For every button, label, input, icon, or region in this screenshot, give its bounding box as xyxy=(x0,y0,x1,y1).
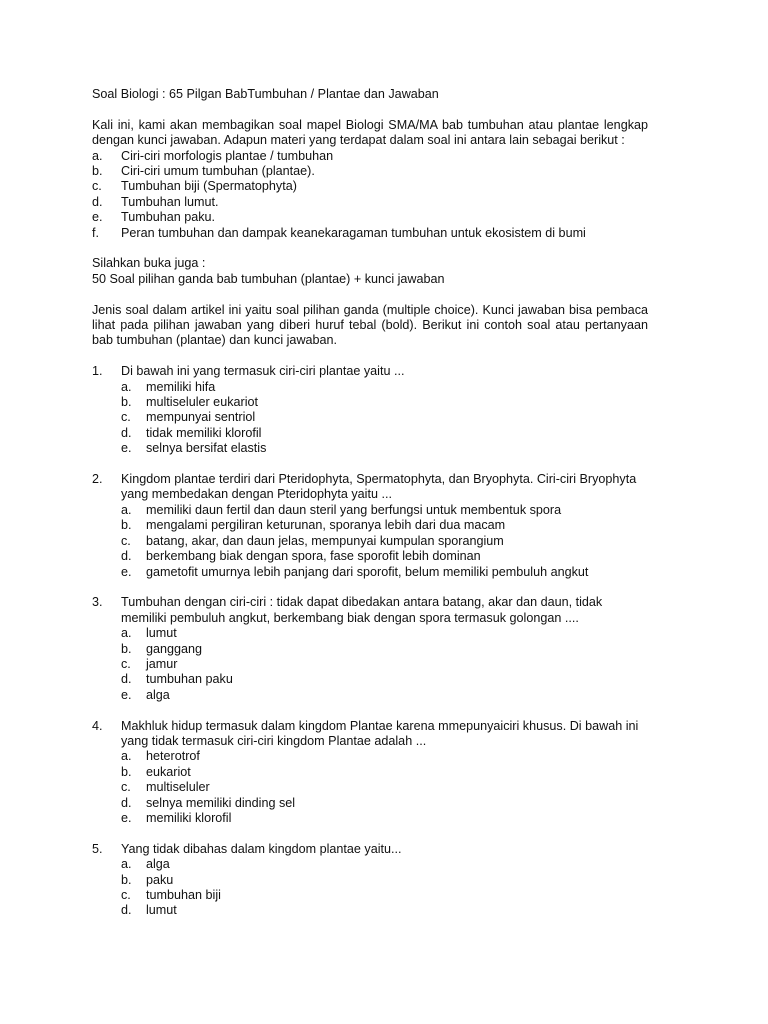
option-letter: e. xyxy=(121,441,132,456)
topic-list xyxy=(92,149,648,241)
list-item xyxy=(92,195,648,210)
option-text: lumut xyxy=(146,626,177,641)
option-letter: b. xyxy=(121,641,132,656)
option-text: multiseluler xyxy=(146,780,210,795)
list-item xyxy=(92,179,648,194)
option-text: mempunyai sentriol xyxy=(146,410,256,425)
option-text: lumut xyxy=(146,903,177,918)
spacer xyxy=(92,102,648,117)
list-item xyxy=(92,164,648,179)
option-letter: d. xyxy=(121,672,132,687)
option-letter: e. xyxy=(121,687,132,702)
answer-option xyxy=(121,395,648,410)
see-also-link[interactable]: 50 Soal pilihan ganda bab tumbuhan (plantae) + kunci jawaban xyxy=(92,271,445,286)
answer-option xyxy=(121,410,648,425)
option-text: multiseluler eukariot xyxy=(146,395,258,410)
option-letter: c. xyxy=(121,656,131,671)
option-letter: d. xyxy=(121,549,132,564)
option-letter: a. xyxy=(121,379,132,394)
answer-option xyxy=(121,888,648,903)
question-text: Kingdom plantae terdiri dari Pteridophyta, Spermatophyta, dan Bryophyta. Ciri-ciri Bryophyta yang membedakan dengan Pteridophyta yaitu ... xyxy=(121,472,637,502)
option-letter: c. xyxy=(121,533,131,548)
option-letter: d. xyxy=(121,425,132,440)
list-item-letter: f. xyxy=(92,225,99,240)
option-letter: c. xyxy=(121,410,131,425)
option-letter: b. xyxy=(121,764,132,779)
option-text: selnya memiliki dinding sel xyxy=(146,795,296,810)
question-1 xyxy=(92,364,648,456)
list-item-text: Peran tumbuhan dan dampak keanekaragaman tumbuhan untuk ekosistem di bumi xyxy=(121,225,586,240)
list-item-text: Ciri-ciri umum tumbuhan (plantae). xyxy=(121,164,315,179)
question-number: 2. xyxy=(92,472,103,487)
option-letter: b. xyxy=(121,518,132,533)
option-text: berkembang biak dengan spora, fase sporofit lebih dominan xyxy=(146,549,481,564)
option-letter: c. xyxy=(121,888,131,902)
answer-option xyxy=(121,626,648,641)
list-item-letter: a. xyxy=(92,148,103,163)
question-2 xyxy=(92,472,648,580)
option-letter: c. xyxy=(121,780,131,795)
answer-option xyxy=(121,549,648,564)
question-number: 4. xyxy=(92,718,103,733)
list-item-letter: b. xyxy=(92,164,103,179)
answer-option xyxy=(121,380,648,395)
option-text: paku xyxy=(146,872,174,887)
question-5 xyxy=(92,842,648,919)
answer-option xyxy=(121,811,648,826)
option-text: batang, akar, dan daun jelas, mempunyai kumpulan sporangium xyxy=(146,533,504,548)
document-title: Soal Biologi : 65 Pilgan BabTumbuhan / Plantae dan Jawaban xyxy=(92,87,439,101)
answer-option xyxy=(121,857,648,872)
answer-option xyxy=(121,565,648,580)
answer-option xyxy=(121,518,648,533)
intro-paragraph: Kali ini, kami akan membagikan soal mapel Biologi SMA/MA bab tumbuhan atau plantae lengkap dengan kunci jawaban. Adapun materi yang terdapat dalam soal ini antara lain sebagai berikut : xyxy=(92,117,648,148)
answer-option xyxy=(121,642,648,657)
spacer xyxy=(92,241,648,256)
answer-option xyxy=(121,903,648,918)
option-text: tumbuhan paku xyxy=(146,672,233,687)
answer-option xyxy=(121,796,648,811)
list-item-letter: e. xyxy=(92,210,103,225)
question-number: 5. xyxy=(92,841,103,856)
answer-option xyxy=(121,749,648,764)
answer-option xyxy=(121,426,648,441)
question-text: Makhluk hidup termasuk dalam kingdom Plantae karena mmepunyaiciri khusus. Di bawah ini yang tidak termasuk ciri-ciri kingdom Plantae adalah ... xyxy=(121,718,639,748)
option-text: selnya bersifat elastis xyxy=(146,441,267,456)
question-body xyxy=(121,719,648,827)
list-item xyxy=(92,149,648,164)
option-letter: d. xyxy=(121,795,132,810)
list-item xyxy=(92,210,648,225)
option-letter: a. xyxy=(121,857,132,872)
answer-option xyxy=(121,780,648,795)
option-text: gametofit umurnya lebih panjang dari sporofit, belum memiliki pembuluh angkut xyxy=(146,564,589,579)
question-4 xyxy=(92,719,648,827)
explanation-paragraph: Jenis soal dalam artikel ini yaitu soal pilihan ganda (multiple choice). Kunci jawaban bisa pembaca lihat pada pilihan jawaban yang diberi huruf tebal (bold). Berikut ini contoh soal atau pertanyaan bab tumbuhan (plantae) dan kunci jawaban. xyxy=(92,302,648,348)
answer-option xyxy=(121,688,648,703)
option-text: memiliki daun fertil dan daun steril yang berfungsi untuk membentuk spora xyxy=(146,502,562,517)
option-letter: e. xyxy=(121,810,132,825)
spacer xyxy=(92,349,648,364)
answer-option xyxy=(121,657,648,672)
option-letter: b. xyxy=(121,872,132,887)
question-body xyxy=(121,595,648,703)
option-text: jamur xyxy=(146,656,178,671)
answer-option xyxy=(121,672,648,687)
option-text: eukariot xyxy=(146,764,191,779)
spacer xyxy=(92,287,648,302)
spacer xyxy=(92,580,648,595)
option-text: alga xyxy=(146,687,170,702)
option-text: memiliki klorofil xyxy=(146,810,232,825)
spacer xyxy=(92,703,648,718)
list-item-text: Tumbuhan lumut. xyxy=(121,194,219,209)
list-item-text: Ciri-ciri morfologis plantae / tumbuhan xyxy=(121,148,334,163)
see-also-label: Silahkan buka juga : xyxy=(92,256,206,271)
question-body xyxy=(121,364,648,456)
answer-option xyxy=(121,873,648,888)
question-text: Yang tidak dibahas dalam kingdom plantae yaitu... xyxy=(121,841,402,856)
option-text: heterotrof xyxy=(146,749,200,764)
option-letter: a. xyxy=(121,749,132,764)
question-number: 3. xyxy=(92,595,103,610)
option-text: tumbuhan biji xyxy=(146,888,221,902)
spacer xyxy=(92,457,648,472)
option-text: tidak memiliki klorofil xyxy=(146,425,262,440)
option-letter: d. xyxy=(121,903,132,918)
list-item-text: Tumbuhan biji (Spermatophyta) xyxy=(121,179,297,194)
answer-option xyxy=(121,534,648,549)
option-letter: a. xyxy=(121,502,132,517)
list-item-letter: d. xyxy=(92,194,103,209)
answer-option xyxy=(121,765,648,780)
answer-option xyxy=(121,441,648,456)
spacer xyxy=(92,826,648,841)
question-body xyxy=(121,842,648,919)
list-item xyxy=(92,226,648,241)
question-number: 1. xyxy=(92,364,103,379)
option-text: mengalami pergiliran keturunan, sporanya lebih dari dua macam xyxy=(146,518,506,533)
answer-option xyxy=(121,503,648,518)
question-text: Di bawah ini yang termasuk ciri-ciri plantae yaitu ... xyxy=(121,364,405,379)
option-letter: e. xyxy=(121,564,132,579)
question-3 xyxy=(92,595,648,703)
list-item-text: Tumbuhan paku. xyxy=(121,210,216,225)
option-text: memiliki hifa xyxy=(146,379,216,394)
option-text: alga xyxy=(146,857,170,872)
list-item-letter: c. xyxy=(92,179,102,194)
question-body xyxy=(121,472,648,580)
option-letter: a. xyxy=(121,626,132,641)
option-text: ganggang xyxy=(146,641,203,656)
question-text: Tumbuhan dengan ciri-ciri : tidak dapat dibedakan antara batang, akar dan daun, tidak memiliki pembuluh angkut, berkembang biak dengan spora termasuk golongan .... xyxy=(121,595,603,625)
option-letter: b. xyxy=(121,395,132,410)
